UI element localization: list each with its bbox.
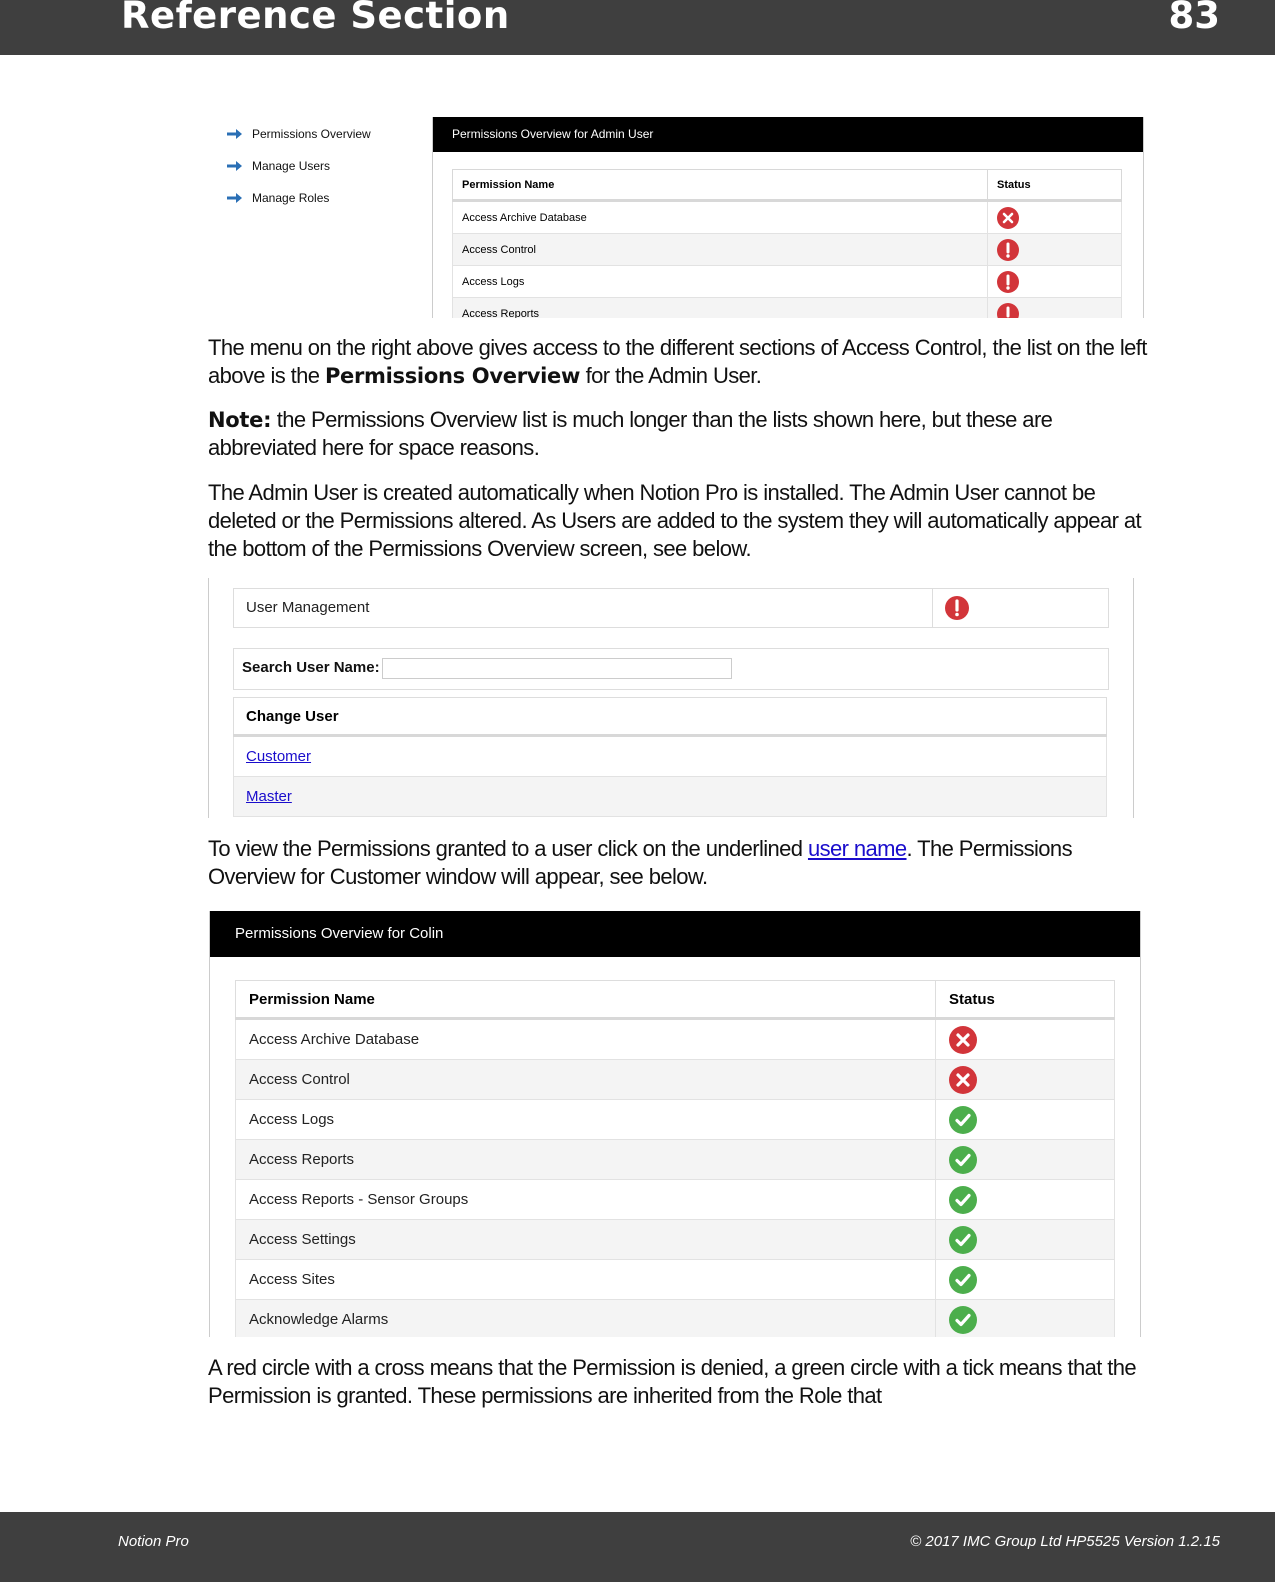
- section-title: Reference Section: [121, 0, 510, 37]
- table-row: [236, 1060, 1115, 1100]
- permission-name: Access Settings: [236, 1220, 936, 1260]
- menu-item-label: Manage Roles: [252, 191, 330, 205]
- column-header-permission-name: Permission Name: [236, 981, 936, 1019]
- paragraph-text: The Admin User is created automatically when Notion Pro is installed. The Admin User cannot be deleted or the Permissions altered. As Users are added to the system they will automatically appear at the bottom of the Permissions Overview screen, see below.: [208, 480, 1141, 561]
- page-header: [0, 0, 1275, 55]
- menu-item-manage-users[interactable]: [226, 150, 371, 182]
- note-label: Note:: [208, 408, 272, 432]
- status-cell: [988, 298, 1122, 319]
- paragraph-menu-description: [208, 334, 1148, 390]
- user-management-row: [233, 588, 1109, 628]
- status-cell: [936, 1300, 1115, 1338]
- search-user-input[interactable]: [382, 658, 732, 679]
- page-number: 83: [1168, 0, 1220, 37]
- permission-name: Access Archive Database: [453, 201, 988, 234]
- user-cell: [234, 736, 1107, 777]
- status-cell: [936, 1180, 1115, 1220]
- status-cell: [936, 1019, 1115, 1060]
- table-row: [453, 201, 1122, 234]
- status-cell: [988, 234, 1122, 266]
- table-row: [236, 1140, 1115, 1180]
- paragraph-text: The menu on the right above gives access to the different sections of Access Control, the list on the left above is the: [208, 335, 1147, 388]
- admin-permissions-screenshot: [212, 110, 1152, 318]
- paragraph-icon-legend: [208, 1354, 1148, 1410]
- table-row: [453, 266, 1122, 298]
- warning-exclamation-icon: [945, 596, 969, 620]
- permission-name: Access Control: [453, 234, 988, 266]
- arrow-right-icon: [226, 160, 244, 172]
- denied-cross-icon: [949, 1066, 977, 1094]
- paragraph-text: . The Permissions Overview for Customer window will appear, see below.: [208, 836, 1072, 889]
- change-user-header: Change User: [234, 698, 1107, 736]
- permission-name: Access Reports: [453, 298, 988, 319]
- user-cell: [234, 777, 1107, 817]
- permissions-table: [235, 980, 1115, 1337]
- copyright-notice: © 2017 IMC Group Ltd HP5525 Version 1.2.15: [910, 1533, 1220, 1550]
- column-header-status: Status: [936, 981, 1115, 1019]
- permission-name: Access Logs: [236, 1100, 936, 1140]
- permissions-panel: [432, 117, 1144, 318]
- status-cell: [936, 1060, 1115, 1100]
- status-cell: [933, 589, 1108, 627]
- panel-title-bar: Permissions Overview for Colin: [210, 911, 1140, 957]
- panel-title-bar: Permissions Overview for Admin User: [433, 117, 1143, 152]
- page-footer: [0, 1512, 1275, 1582]
- permission-name: Access Logs: [453, 266, 988, 298]
- user-link-customer[interactable]: Customer: [246, 748, 312, 765]
- table-row: [453, 234, 1122, 266]
- status-cell: [988, 266, 1122, 298]
- table-row: [453, 298, 1122, 319]
- permission-name: Access Reports - Sensor Groups: [236, 1180, 936, 1220]
- colin-permissions-screenshot: [209, 911, 1141, 1337]
- users-list-screenshot: [208, 578, 1134, 818]
- permission-name: User Management: [234, 589, 933, 627]
- status-cell: [936, 1140, 1115, 1180]
- table-row: [236, 1180, 1115, 1220]
- table-row: [236, 1100, 1115, 1140]
- paragraph-text: the Permissions Overview list is much longer than the lists shown here, but these are abbreviated here for space reasons.: [208, 407, 1053, 460]
- permission-name: Access Control: [236, 1060, 936, 1100]
- table-row: [236, 1220, 1115, 1260]
- table-row: [234, 777, 1107, 817]
- granted-tick-icon: [949, 1186, 977, 1214]
- permissions-table: [452, 169, 1122, 318]
- warning-exclamation-icon: [997, 271, 1019, 293]
- product-name: Notion Pro: [118, 1533, 189, 1550]
- menu-item-manage-roles[interactable]: [226, 182, 371, 214]
- granted-tick-icon: [949, 1306, 977, 1334]
- user-link-master[interactable]: Master: [246, 788, 292, 805]
- status-cell: [936, 1260, 1115, 1300]
- access-control-menu: [226, 118, 371, 214]
- table-row: [236, 1019, 1115, 1060]
- denied-cross-icon: [949, 1026, 977, 1054]
- status-cell: [936, 1100, 1115, 1140]
- user-name-link[interactable]: user name: [807, 836, 907, 861]
- granted-tick-icon: [949, 1106, 977, 1134]
- paragraph-note: [208, 406, 1148, 462]
- column-header-permission-name: Permission Name: [453, 170, 988, 201]
- status-cell: [988, 201, 1122, 234]
- table-row: [236, 1300, 1115, 1338]
- table-row: [236, 1260, 1115, 1300]
- search-user-box: [233, 648, 1109, 690]
- change-user-table: [233, 697, 1107, 817]
- column-header-status: Status: [988, 170, 1122, 201]
- search-user-label: Search User Name:: [242, 659, 380, 676]
- permission-name: Access Archive Database: [236, 1019, 936, 1060]
- arrow-right-icon: [226, 192, 244, 204]
- status-cell: [936, 1220, 1115, 1260]
- warning-exclamation-icon: [997, 239, 1019, 261]
- menu-item-label: Permissions Overview: [252, 127, 371, 141]
- warning-exclamation-icon: [997, 303, 1019, 319]
- permission-name: Access Reports: [236, 1140, 936, 1180]
- paragraph-admin-user: [208, 479, 1148, 563]
- table-row: [234, 736, 1107, 777]
- menu-item-label: Manage Users: [252, 159, 331, 173]
- denied-cross-icon: [997, 207, 1019, 229]
- paragraph-view-permissions: [208, 835, 1148, 891]
- permission-name: Acknowledge Alarms: [236, 1300, 936, 1338]
- arrow-right-icon: [226, 128, 244, 140]
- paragraph-text: A red circle with a cross means that the Permission is denied, a green circle with a tick means that the Permission is granted. These permissions are inherited from the Role that: [208, 1355, 1137, 1408]
- menu-item-permissions-overview[interactable]: [226, 118, 371, 150]
- granted-tick-icon: [949, 1266, 977, 1294]
- bold-term: Permissions Overview: [324, 364, 581, 388]
- granted-tick-icon: [949, 1226, 977, 1254]
- paragraph-text: for the Admin User.: [580, 363, 762, 388]
- granted-tick-icon: [949, 1146, 977, 1174]
- paragraph-text: To view the Permissions granted to a user click on the underlined: [208, 836, 808, 861]
- permission-name: Access Sites: [236, 1260, 936, 1300]
